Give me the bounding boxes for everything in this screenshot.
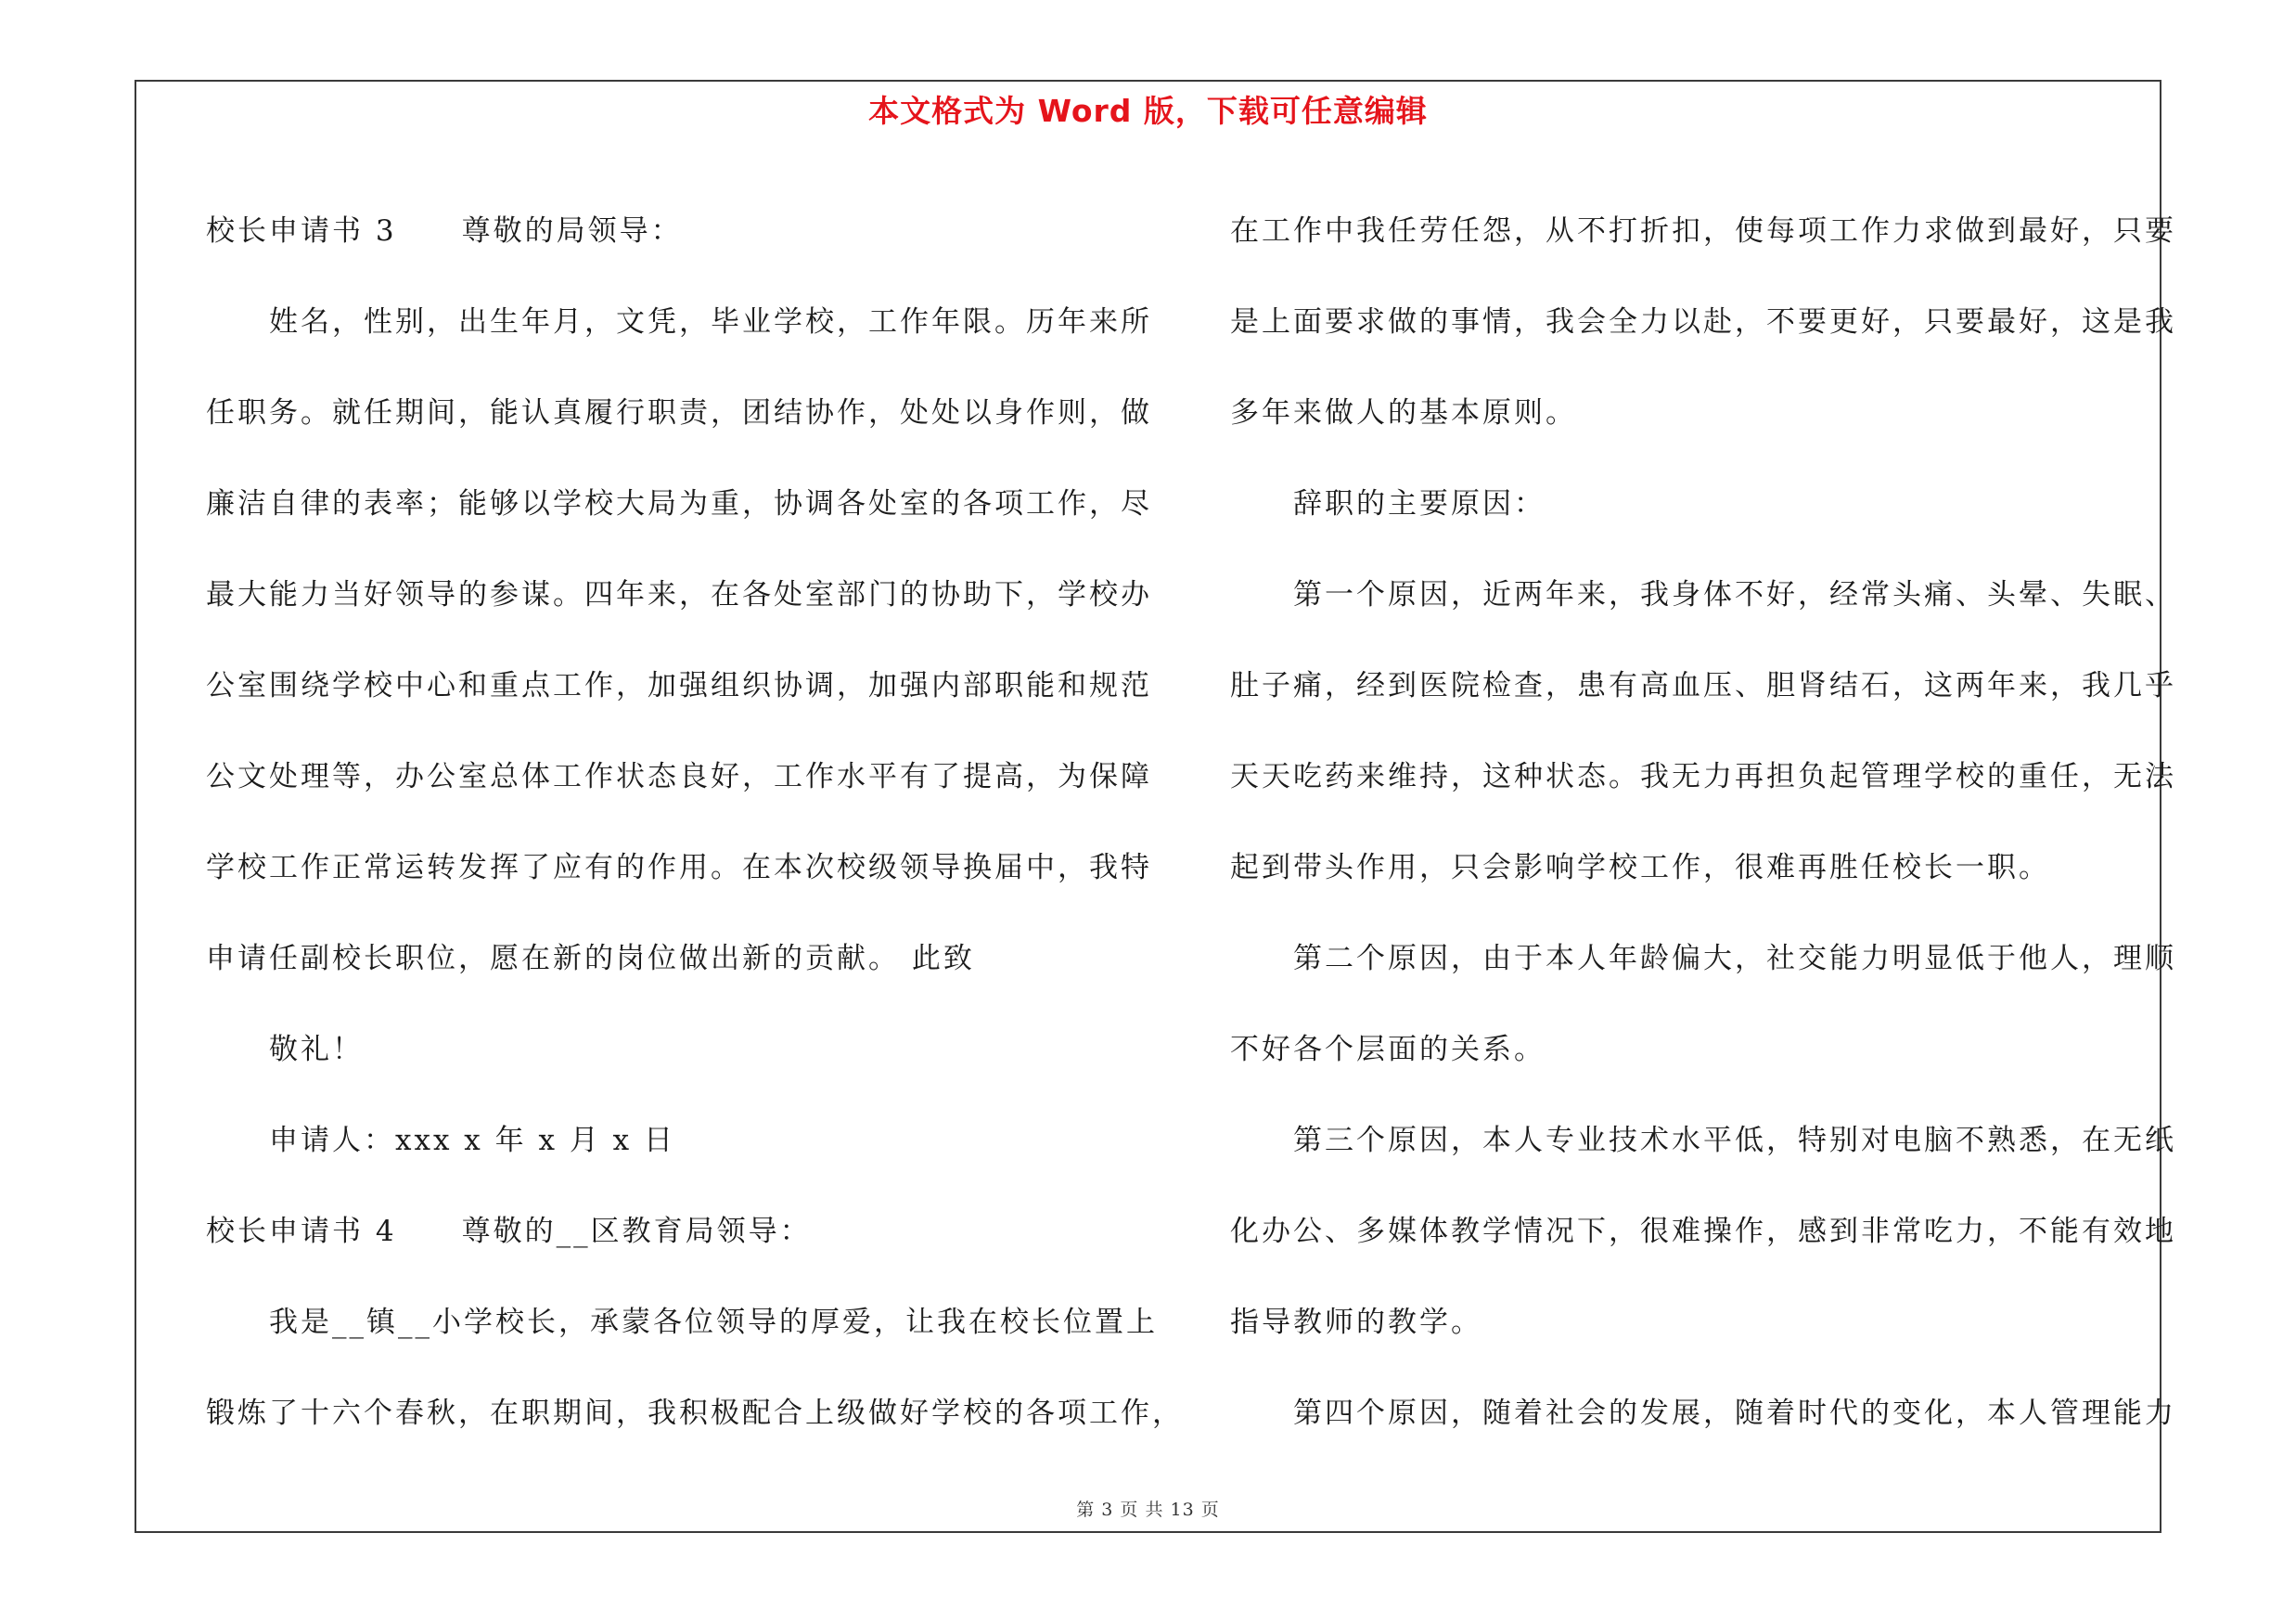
paragraph — [206, 277, 1152, 1004]
text-line: 起到带头作用，只会影响学校工作，很难再胜任校长一职。 — [1230, 851, 2050, 884]
closing-line: 敬礼！ — [269, 1033, 364, 1066]
paragraph — [1230, 186, 2176, 458]
right-column — [1230, 186, 2176, 1459]
text-line: 指导教师的教学。 — [1230, 1306, 1482, 1339]
reasons-heading: 辞职的主要原因： — [1293, 487, 1546, 521]
paragraph — [206, 1277, 1184, 1459]
section-heading-3 — [206, 186, 1129, 277]
text-line: 锻炼了十六个春秋，在职期间，我积极配合上级做好学校的各项工作， — [206, 1397, 1184, 1430]
section-title: 校长申请书 3 — [206, 214, 397, 248]
text-line: 廉洁自律的表率；能够以学校大局为重，协调各处室的各项工作，尽 — [206, 487, 1152, 521]
text-line: 不好各个层面的关系。 — [1230, 1033, 1546, 1066]
page-number: 第 3 页 共 13 页 — [1076, 1500, 1220, 1520]
left-column — [206, 186, 1184, 1459]
text-line: 任职务。就任期间，能认真履行职责，团结协作，处处以身作则，做 — [206, 396, 1152, 430]
text-line: 公室围绕学校中心和重点工作，加强组织协调，加强内部职能和规范 — [206, 669, 1152, 702]
text-line: 第二个原因，由于本人年龄偏大，社交能力明显低于他人，理顺 — [1293, 942, 2176, 975]
section-salutation: 尊敬的__区教育局领导： — [461, 1215, 812, 1248]
reason-paragraph-3 — [1230, 1095, 2176, 1368]
text-line: 肚子痛，经到医院检查，患有高血压、胆肾结石，这两年来，我几乎 — [1230, 669, 2176, 702]
reason-paragraph-1 — [1230, 549, 2176, 913]
section-heading-4 — [206, 1186, 1129, 1277]
text-line: 多年来做人的基本原则。 — [1230, 396, 1577, 430]
text-line: 是上面要求做的事情，我会全力以赴，不要更好，只要最好，这是我 — [1230, 305, 2176, 339]
text-line: 天天吃药来维持，这种状态。我无力再担负起管理学校的重任，无法 — [1230, 760, 2176, 793]
text-line: 我是__镇__小学校长，承蒙各位领导的厚爱，让我在校长位置上 — [269, 1306, 1158, 1339]
signature-line: 申请人：xxx x 年 x 月 x 日 — [269, 1124, 676, 1157]
text-line: 公文处理等，办公室总体工作状态良好，工作水平有了提高，为保障 — [206, 760, 1152, 793]
text-line: 申请任副校长职位，愿在新的岗位做出新的贡献。 此致 — [206, 942, 975, 975]
section-salutation: 尊敬的局领导： — [461, 214, 683, 248]
text-line: 第三个原因，本人专业技术水平低，特别对电脑不熟悉，在无纸 — [1293, 1124, 2176, 1157]
text-line: 第四个原因，随着社会的发展，随着时代的变化，本人管理能力 — [1293, 1397, 2176, 1430]
word-format-banner: 本文格式为 Word 版，下载可任意编辑 — [868, 93, 1428, 129]
reason-paragraph-4 — [1230, 1368, 2176, 1459]
text-line: 姓名，性别，出生年月，文凭，毕业学校，工作年限。历年来所 — [269, 305, 1152, 339]
text-line: 化办公、多媒体教学情况下，很难操作，感到非常吃力，不能有效地 — [1230, 1215, 2176, 1248]
text-line: 学校工作正常运转发挥了应有的作用。在本次校级领导换届中，我特 — [206, 851, 1152, 884]
text-line: 第一个原因，近两年来，我身体不好，经常头痛、头晕、失眠、 — [1293, 578, 2176, 612]
text-line: 最大能力当好领导的参谋。四年来，在各处室部门的协助下，学校办 — [206, 578, 1152, 612]
section-title: 校长申请书 4 — [206, 1215, 397, 1248]
reason-paragraph-2 — [1230, 913, 2176, 1095]
text-line: 在工作中我任劳任怨，从不打折扣，使每项工作力求做到最好，只要 — [1230, 214, 2176, 248]
